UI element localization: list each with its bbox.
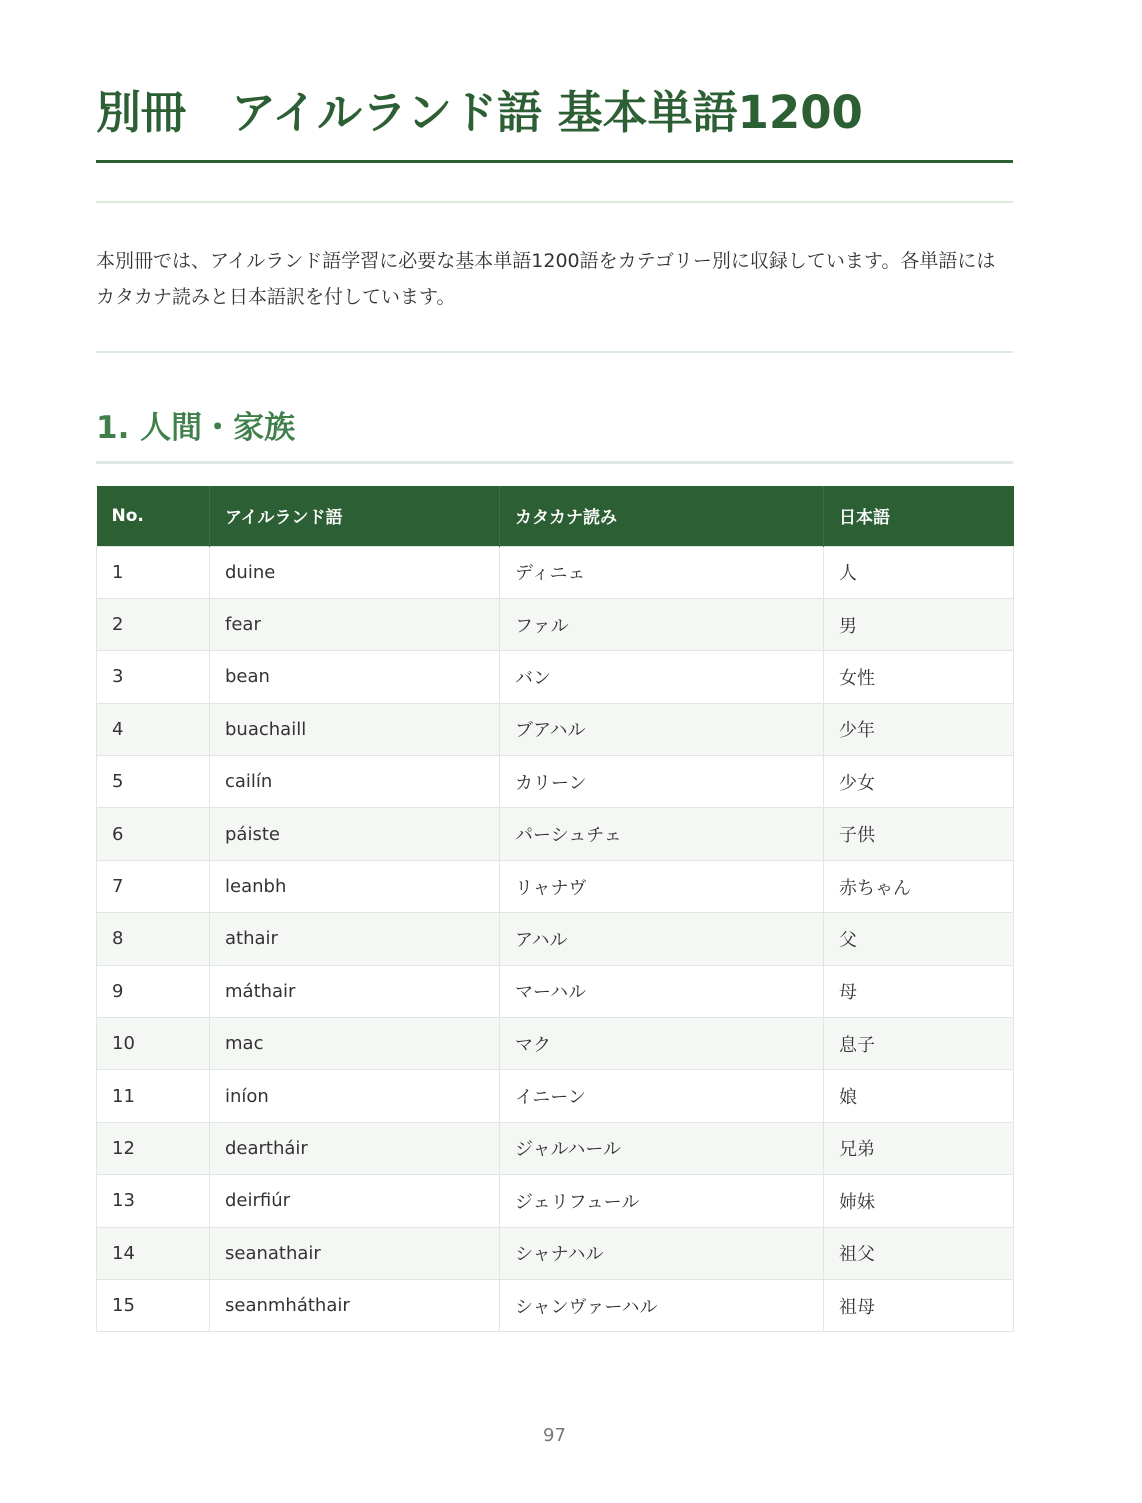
- cell-japanese: 女性: [824, 651, 1014, 703]
- column-header-katakana: カタカナ読み: [500, 486, 824, 546]
- cell-irish: athair: [210, 913, 500, 965]
- document-title: 別冊 アイルランド語 基本単語1200: [96, 86, 863, 139]
- cell-irish: páiste: [210, 808, 500, 860]
- cell-katakana: イニーン: [500, 1070, 824, 1122]
- cell-katakana: シャナハル: [500, 1227, 824, 1279]
- table-row: [97, 651, 1014, 703]
- table-row: [97, 546, 1014, 598]
- cell-japanese: 少年: [824, 703, 1014, 755]
- cell-katakana: アハル: [500, 913, 824, 965]
- table-row: [97, 1018, 1014, 1070]
- cell-japanese: 兄弟: [824, 1122, 1014, 1174]
- cell-japanese: 息子: [824, 1018, 1014, 1070]
- table-row: [97, 808, 1014, 860]
- cell-japanese: 少女: [824, 756, 1014, 808]
- cell-japanese: 人: [824, 546, 1014, 598]
- cell-no: 11: [97, 1070, 210, 1122]
- cell-no: 2: [97, 598, 210, 650]
- title-divider: [96, 160, 1013, 163]
- cell-japanese: 祖父: [824, 1227, 1014, 1279]
- cell-no: 10: [97, 1018, 210, 1070]
- column-header-no: No.: [97, 486, 210, 546]
- cell-katakana: シャンヴァーハル: [500, 1279, 824, 1331]
- cell-no: 8: [97, 913, 210, 965]
- cell-no: 9: [97, 965, 210, 1017]
- cell-irish: iníon: [210, 1070, 500, 1122]
- section-heading: 1. 人間・家族: [96, 410, 296, 446]
- table-row: [97, 913, 1014, 965]
- cell-no: 5: [97, 756, 210, 808]
- cell-irish: deirfiúr: [210, 1175, 500, 1227]
- cell-katakana: ジェリフュール: [500, 1175, 824, 1227]
- table-row: [97, 756, 1014, 808]
- column-header-japanese: 日本語: [839, 508, 890, 529]
- table-row: [97, 598, 1014, 650]
- table-row: [97, 703, 1014, 755]
- table-row: [97, 1227, 1014, 1279]
- cell-no: 13: [97, 1175, 210, 1227]
- cell-no: 15: [97, 1279, 210, 1331]
- table-row: [97, 1070, 1014, 1122]
- cell-no: 14: [97, 1227, 210, 1279]
- cell-irish: cailín: [210, 756, 500, 808]
- cell-japanese: 母: [824, 965, 1014, 1017]
- table-row: [97, 860, 1014, 912]
- cell-irish: seanmháthair: [210, 1279, 500, 1331]
- cell-irish: bean: [210, 651, 500, 703]
- cell-no: 7: [97, 860, 210, 912]
- cell-irish: buachaill: [210, 703, 500, 755]
- divider: [96, 201, 1013, 203]
- column-header-irish: アイルランド語: [210, 486, 500, 546]
- cell-no: 3: [97, 651, 210, 703]
- cell-irish: seanathair: [210, 1227, 500, 1279]
- section-divider: [96, 461, 1013, 464]
- cell-katakana: ディニェ: [500, 546, 824, 598]
- cell-irish: fear: [210, 598, 500, 650]
- cell-katakana: マク: [500, 1018, 824, 1070]
- cell-irish: deartháir: [210, 1122, 500, 1174]
- table-row: [97, 1279, 1014, 1331]
- cell-irish: leanbh: [210, 860, 500, 912]
- cell-katakana: ブアハル: [500, 703, 824, 755]
- page-number: 97: [543, 1425, 566, 1446]
- cell-irish: máthair: [210, 965, 500, 1017]
- divider: [96, 351, 1013, 353]
- cell-no: 1: [97, 546, 210, 598]
- table-row: [97, 1122, 1014, 1174]
- cell-katakana: マーハル: [500, 965, 824, 1017]
- intro-paragraph: 本別冊では、アイルランド語学習に必要な基本単語1200語をカテゴリー別に収録しています。各単語にはカタカナ読みと日本語訳を付しています。: [96, 250, 996, 308]
- cell-japanese: 姉妹: [824, 1175, 1014, 1227]
- cell-japanese: 男: [824, 598, 1014, 650]
- cell-japanese: 祖母: [824, 1279, 1014, 1331]
- cell-no: 12: [97, 1122, 210, 1174]
- cell-irish: duine: [210, 546, 500, 598]
- cell-katakana: リャナヴ: [500, 860, 824, 912]
- cell-japanese: 娘: [824, 1070, 1014, 1122]
- cell-katakana: バン: [500, 651, 824, 703]
- cell-katakana: カリーン: [500, 756, 824, 808]
- table-row: [97, 965, 1014, 1017]
- table-header-row: [97, 486, 1014, 546]
- vocabulary-table: [96, 486, 1014, 1332]
- cell-no: 6: [97, 808, 210, 860]
- table-row: [97, 1175, 1014, 1227]
- cell-katakana: ジャルハール: [500, 1122, 824, 1174]
- cell-katakana: パーシュチェ: [500, 808, 824, 860]
- cell-katakana: ファル: [500, 598, 824, 650]
- cell-irish: mac: [210, 1018, 500, 1070]
- cell-japanese: 赤ちゃん: [824, 860, 1014, 912]
- cell-japanese: 子供: [824, 808, 1014, 860]
- cell-japanese: 父: [824, 913, 1014, 965]
- cell-no: 4: [97, 703, 210, 755]
